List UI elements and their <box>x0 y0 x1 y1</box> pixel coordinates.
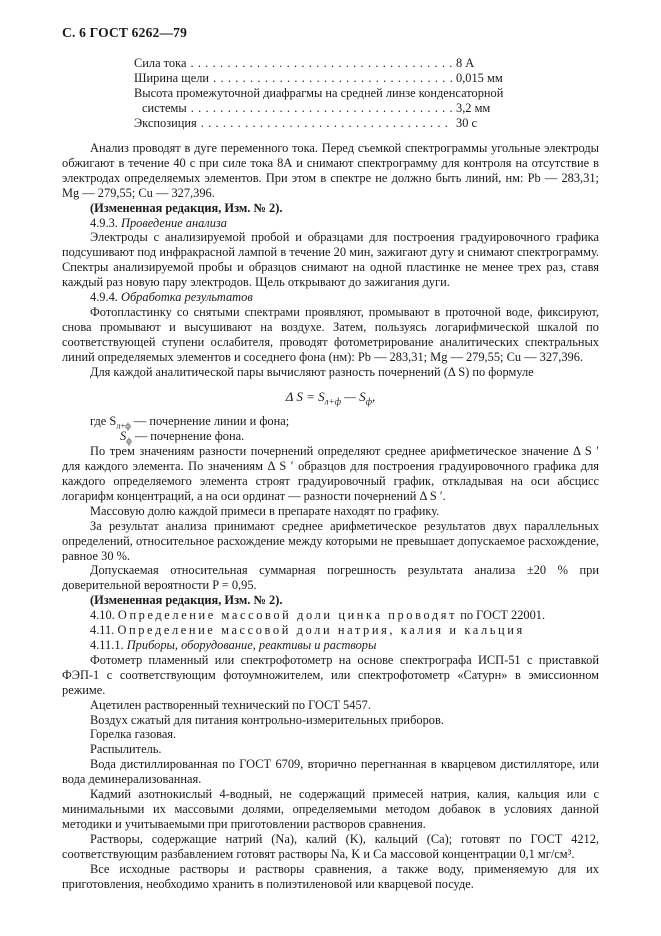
spec-value: 30 с <box>456 115 477 130</box>
paragraph: Фотометр пламенный или спектрофотометр на основе спектрографа ИСП-51 с приставкой ФЭП-1 с соответствующим фотоумножителем, или спектрофотометр «Сатурн» в эмиссионном режиме. <box>62 652 599 697</box>
section-heading <box>62 638 599 653</box>
section-number: 4.9.3. <box>90 215 118 230</box>
paragraph: Массовую долю каждой примеси в препарате находят по графику. <box>90 503 440 518</box>
parameters-list <box>134 56 518 131</box>
page-header: С. 6 ГОСТ 6262—79 <box>62 25 188 40</box>
paragraph: Ацетилен растворенный технический по ГОСТ 5457. <box>90 697 371 712</box>
paragraph: По трем значениям разности почернений определяют среднее арифметическое значение Δ S ′ для каждого элемента. По значениям Δ S ′ образцов для построения градуировочного графика для каждого определяемого элемента строят градуировочный график, откладывая на оси абсцисс логарифм концентраций, а на оси ординат — разности почернений Δ S ′. <box>62 444 599 503</box>
paragraph: Фотопластинку со снятыми спектрами проявляют, промывают в проточной воде, фиксируют, снова промывают и высушивают на воздухе. Затем, пользуясь логарифмической шкалой по соответствующей ступени ослабителя, проводят фотометрирование аналитических спектральных линий определяемых элементов и соседнего фона (нм): Pb — 283,31; Mg — 279,55; Cu — 327,396. <box>62 304 599 364</box>
formula-part: Δ S = S <box>285 388 325 404</box>
section-title: Определение массовой доли натрия, калия и кальция <box>117 623 525 638</box>
formula-subscript: л+ф <box>324 396 342 407</box>
section-title: Приборы, оборудование, реактивы и растворы <box>126 638 377 652</box>
dot-leader <box>213 71 452 86</box>
formula-part: , <box>372 388 376 404</box>
paragraph: Допускаемая относительная суммарная погрешность результата анализа ±20 % при доверительной вероятности P = 0,95. <box>62 563 599 593</box>
paragraph: Анализ проводят в дуге переменного тока. Перед съемкой спектрограммы угольные электроды обжигают в течение 40 с при силе тока 8А и снимают спектрограмму для контроля на отсутствие в электродах определяемых элементов. При этом в спектре не должно быть линий, нм: Pb — 283,31; Mg — 279,55; Cu — 327,396. <box>62 141 599 200</box>
paragraph: Распылитель. <box>90 742 162 757</box>
paragraph: За результат анализа принимают среднее арифметическое результатов двух параллельных определений, относительное расхождение между которыми не превышает допускаемое расхождение, равное 30 %. <box>62 518 599 563</box>
section-reference: по ГОСТ 22001. <box>460 608 546 623</box>
section-title: Определение массовой доли цинка проводят <box>117 608 458 623</box>
paragraph: Все исходные растворы и растворы сравнения, а также воду, применяемую для их приготовления, необходимо хранить в полиэтиленовой или кварцевой посуде. <box>62 861 599 891</box>
legend-text: где S <box>90 414 117 429</box>
legend-subscript: ф <box>126 435 132 446</box>
formula-legend <box>62 414 599 444</box>
edition-note: (Измененная редакция, Изм. № 2). <box>90 200 283 215</box>
spec-label-continued: системы <box>142 100 187 115</box>
spec-row <box>134 86 518 116</box>
spec-row <box>134 116 518 131</box>
section-number: 4.9.4. <box>90 290 118 305</box>
section-title: Проведение анализа <box>121 215 227 230</box>
legend-text: — почернение линии и фона; <box>130 414 290 429</box>
paragraph: Вода дистиллированная по ГОСТ 6709, вторично перегнанная в кварцевом дистилляторе, или вода деминерализованная. <box>62 757 599 787</box>
dot-leader <box>201 116 452 131</box>
section-number: 4.10. <box>90 608 115 623</box>
spec-value: 0,015 мм <box>456 70 503 85</box>
dot-leader <box>191 101 452 116</box>
paragraph: Растворы, содержащие натрий (Na), калий (K), кальций (Ca); готовят по ГОСТ 4212, соответствующим разбавлением готовят растворы Na, K и Ca массовой концентрации 0,1 мг/см³. <box>62 831 599 861</box>
dot-leader <box>190 56 452 71</box>
legend-subscript: л+ф <box>116 420 131 431</box>
legend-symbol: S <box>120 429 127 444</box>
formula-subscript: ф <box>365 396 372 407</box>
paragraph: Электроды с анализируемой пробой и образцами для построения градуировочного графика подсушивают под инфракрасной лампой в течение 20 мин, зажигают дугу и снимают спектрограмму. Спектры анализируемой пробы и образцов снимают на одной пластинке не менее трех раз, ставя каждый раз новую пару электродов. Щель открывают до зажигания дуги. <box>62 230 599 290</box>
section-heading <box>62 290 599 305</box>
paragraph: Для каждой аналитической пары вычисляют разность почернений (Δ S) по формуле <box>90 364 534 379</box>
section-title: Обработка результатов <box>121 290 253 305</box>
section-heading <box>62 216 599 231</box>
body-text <box>62 141 599 891</box>
edition-note: (Измененная редакция, Изм. № 2). <box>90 593 283 608</box>
formula-part: — S <box>341 388 366 404</box>
spec-value: 8 А <box>456 56 475 70</box>
spec-row <box>134 71 518 86</box>
paragraph: Горелка газовая. <box>90 727 177 742</box>
section-number: 4.11. <box>90 623 115 638</box>
paragraph: Кадмий азотнокислый 4-водный, не содержащий примесей натрия, калия, кальция или с минимальными их массовыми долями, определяемыми методом добавок в условиях данной методики и учитываемыми при приготовлении растворов сравнения. <box>62 787 599 831</box>
spec-label: Экспозиция <box>134 115 197 130</box>
section-heading <box>62 608 599 623</box>
formula <box>62 390 599 405</box>
section-heading <box>62 623 599 638</box>
spec-label: Сила тока <box>134 56 187 70</box>
paragraph: Воздух сжатый для питания контрольно-измерительных приборов. <box>90 712 444 727</box>
spec-row <box>134 56 518 71</box>
section-number: 4.11.1. <box>90 638 124 652</box>
legend-text: — почернение фона. <box>131 429 245 444</box>
spec-label: Высота промежуточной диафрагмы на средней линзе конденсаторной <box>134 85 504 100</box>
spec-label: Ширина щели <box>134 70 210 85</box>
spec-value: 3,2 мм <box>456 100 491 115</box>
